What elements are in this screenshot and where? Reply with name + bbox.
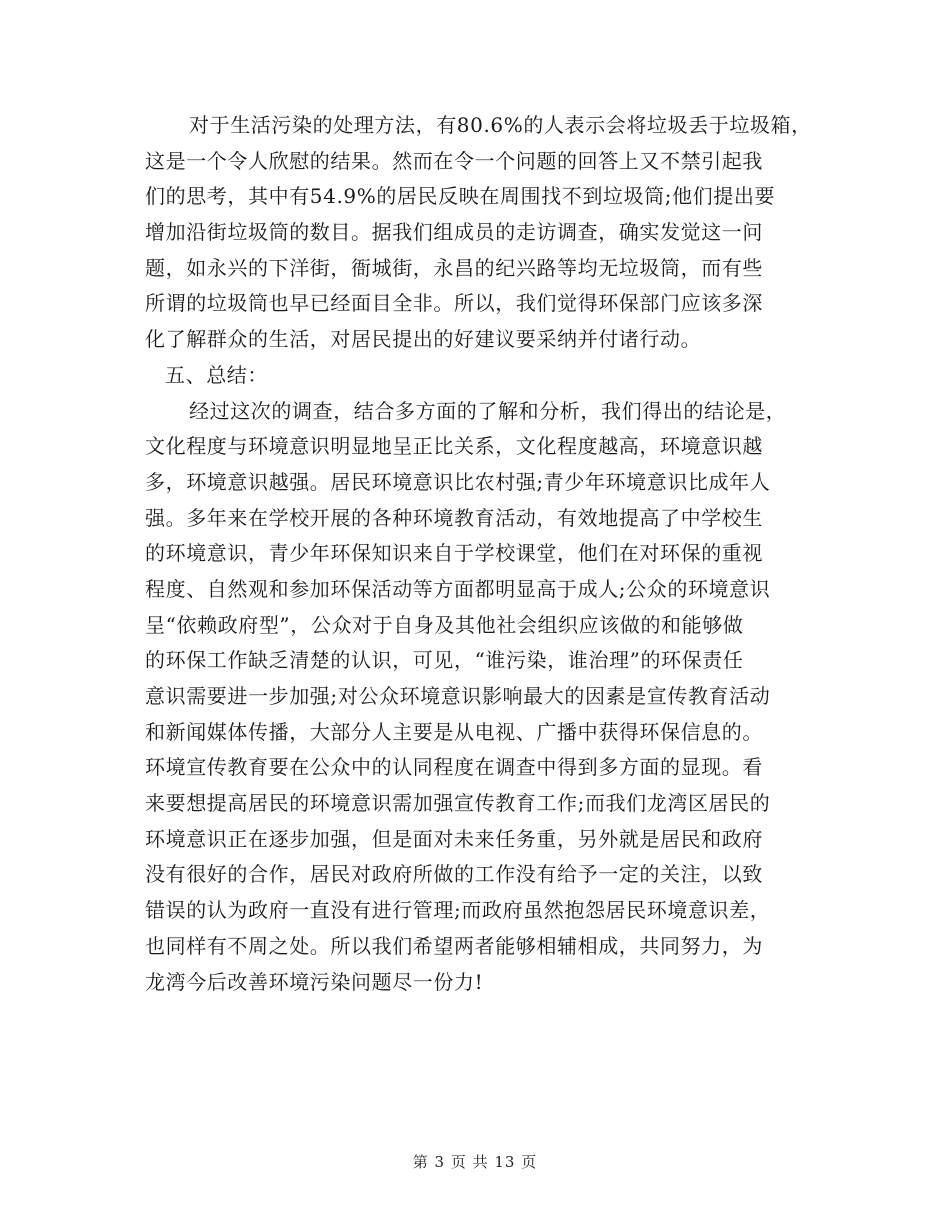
paragraph-line: 们的思考，其中有54.9%的居民反映在周围找不到垃圾筒;他们提出要	[145, 184, 776, 209]
paragraph-line: 程度、自然观和参加环保活动等方面都明显高于成人;公众的环境意识	[145, 576, 771, 601]
paragraph-line: 强。多年来在学校开展的各种环境教育活动，有效地提高了中学校生	[145, 505, 763, 530]
paragraph-line: 多，环境意识越强。居民环境意识比农村强;青少年环境意识比成年人	[145, 469, 771, 494]
paragraph-line: 呈“依赖政府型”，公众对于自身及其他社会组织应该做的和能够做	[145, 612, 744, 637]
paragraph-line: 化了解群众的生活，对居民提出的好建议要采纳并付诸行动。	[145, 327, 702, 352]
paragraph-line: 的环保工作缺乏清楚的认识，可见，“谁污染，谁治理”的环保责任	[145, 648, 744, 673]
paragraph-line: 所谓的垃圾筒也早已经面目全非。所以，我们觉得环保部门应该多深	[145, 291, 763, 316]
paragraph-line: 这是一个令人欣慰的结果。然而在令一个问题的回答上又不禁引起我	[145, 148, 763, 173]
paragraph-line: 文化程度与环境意识明显地呈正比关系，文化程度越高，环境意识越	[145, 434, 763, 459]
paragraph-line: 没有很好的合作，居民对政府所做的工作没有给予一定的关注，以致	[145, 862, 763, 887]
paragraph-line: 错误的认为政府一直没有进行管理;而政府虽然抱怨居民环境意识差，	[145, 898, 771, 923]
paragraph-line: 意识需要进一步加强;对公众环境意识影响最大的因素是宣传教育活动	[145, 684, 771, 708]
paragraph-line: 经过这次的调查，结合多方面的了解和分析，我们得出的结论是，	[189, 398, 787, 423]
paragraph-line: 龙湾今后改善环境污染问题尽一份力!	[145, 969, 484, 994]
paragraph-line: 环境意识正在逐步加强，但是面对未来任务重，另外就是居民和政府	[145, 826, 763, 851]
paragraph-line: 和新闻媒体传播，大部分人主要是从电视、广播中获得环保信息的。	[145, 719, 763, 744]
page-number-footer: 第 3 页 共 13 页	[412, 1153, 538, 1171]
paragraph-line: 增加沿街垃圾筒的数目。据我们组成员的走访调查，确实发觉这一问	[145, 220, 763, 245]
section-heading: 五、总结：	[165, 362, 268, 387]
paragraph-line: 环境宣传教育要在公众中的认同程度在调查中得到多方面的显现。看	[145, 755, 763, 780]
paragraph-line: 对于生活污染的处理方法，有80.6%的人表示会将垃圾丢于垃圾箱，	[189, 113, 812, 137]
paragraph-line: 来要想提高居民的环境意识需加强宣传教育工作;而我们龙湾区居民的	[145, 791, 771, 816]
document-body	[145, 108, 815, 1000]
paragraph-line: 题，如永兴的下洋街，衙城街，永昌的纪兴路等均无垃圾筒，而有些	[145, 255, 763, 280]
paragraph-line: 的环境意识，青少年环保知识来自于学校课堂，他们在对环保的重视	[145, 541, 763, 566]
paragraph-line: 也同样有不周之处。所以我们希望两者能够相辅相成，共同努力，为	[145, 933, 763, 958]
